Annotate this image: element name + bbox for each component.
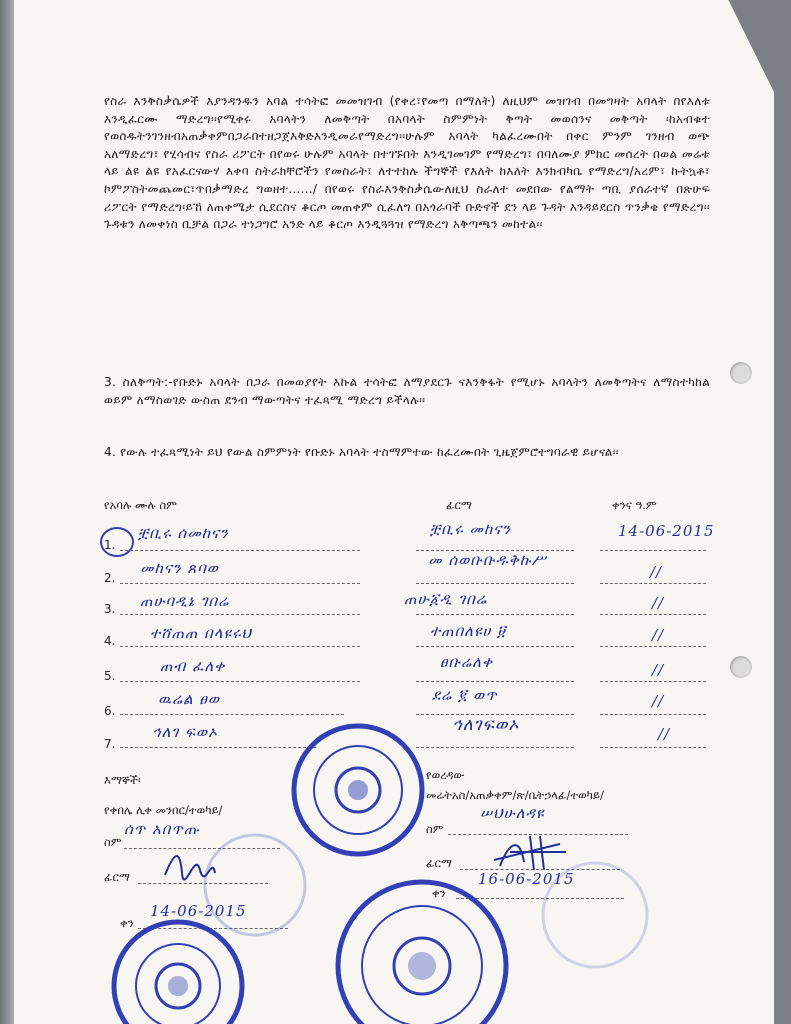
member-date: // xyxy=(652,661,665,679)
name-line xyxy=(120,681,360,682)
member-name: ጠብ ፈለቀ xyxy=(160,657,226,675)
member-name: ኅለገ ፍወኦ xyxy=(152,723,218,741)
row-number: 4. xyxy=(104,634,116,648)
member-row xyxy=(0,551,791,595)
member-signature: ቿቢሩ መከናን xyxy=(430,520,512,538)
row-number: 6. xyxy=(104,704,116,718)
name-line xyxy=(120,747,316,748)
name-line xyxy=(120,614,360,615)
office-date-label: ቀን xyxy=(432,886,446,900)
member-signature: ፀቡሬለቀ xyxy=(440,653,494,671)
date-line xyxy=(600,714,706,715)
header-date: ቀንና ዓ.ም xyxy=(612,498,657,512)
date-line xyxy=(600,614,706,615)
signature-line xyxy=(416,614,574,615)
receiver-date-label: ቀን xyxy=(120,916,134,930)
scan-edge-shadow xyxy=(0,0,14,1024)
faded-stamp-left xyxy=(200,830,310,940)
name-line xyxy=(120,583,360,584)
date-line xyxy=(600,747,706,748)
member-date: // xyxy=(652,626,665,644)
member-name: ዉሬል ፀወ xyxy=(158,690,221,708)
signature-line xyxy=(416,681,574,682)
receiver-name-label: ስም xyxy=(104,835,122,849)
date-line xyxy=(600,583,706,584)
row-number: 7. xyxy=(104,737,116,751)
member-date: // xyxy=(652,594,665,612)
row-number: 1. xyxy=(104,538,116,552)
name-line xyxy=(120,550,360,551)
member-row xyxy=(0,653,791,695)
member-date: 14-06-2015 xyxy=(618,522,715,540)
header-member-name: የአባሉ ሙሉ ስም xyxy=(104,498,177,512)
row-number: 5. xyxy=(104,669,116,683)
member-date: // xyxy=(658,725,671,743)
receiver-signature-label: ፊርማ xyxy=(104,870,130,884)
row-number: 3. xyxy=(104,602,116,616)
member-signature: ጠሁ፩ዲ ገበሬ xyxy=(404,590,487,608)
round-stamp-bottom xyxy=(332,878,512,1024)
paragraph-effective: 4. የውሉ ተፈጻሚነት ይህ የውል ስምምነት የቡድኑ አባላት ተስማምተው ከፈረሙበት ጊዜጀምሮተግባራዊ ይሆናል፡፡ xyxy=(104,445,619,459)
witnesses-label: እማኞች፡ xyxy=(104,773,141,787)
member-row xyxy=(0,520,791,560)
office-name: ሠህሁለዳዩ xyxy=(480,804,545,822)
office-label: የወረዳው xyxy=(426,768,465,782)
receiver-name: ሰጥ አበጥጡ xyxy=(124,820,200,838)
member-signature: ተጠበለዩሀ ፱ xyxy=(430,622,507,640)
member-name: መከናን ጸባወ xyxy=(140,559,219,577)
date-line xyxy=(600,681,706,682)
office-title: መሬትአስ/አጠቃቀም/ጽ/ቤትኃላፊ/ተወካይ/ xyxy=(426,788,604,802)
member-name: ቿቢሩ ሰመከናን xyxy=(138,524,229,542)
receiver-title: የቀበሌ ሊቀ መንበር/ተወካይ/ xyxy=(104,803,223,817)
signature-line xyxy=(416,646,574,647)
member-signature: መ ሰወቡቡዱቅኩሥ xyxy=(428,551,547,569)
member-signature: ኅለገፍወኦ xyxy=(452,715,520,735)
member-signature: ደሬ ፪ ወጥ xyxy=(432,686,498,704)
office-name-label: ስም xyxy=(426,822,444,836)
paragraph-penalty: 3. ስለቅጣት:-የቡድኑ አባላት በጋራ በመወያየት እኩል ተሳትፎ ለማያደርጉ ናእንቅፋት የሚሆኑ አባላትን ለመቅጣትና ለማስተካከል ወይም ለማስወገድ ውስጠ ደንብ ማውጣትና ተፈጻሚ ማድረግ ይችላሉ፡፡ xyxy=(104,375,710,407)
signature-line xyxy=(416,583,574,584)
signature-line xyxy=(416,747,574,748)
receiver-date: 14-06-2015 xyxy=(150,902,247,920)
member-row xyxy=(0,622,791,660)
member-date: // xyxy=(652,692,665,710)
name-line xyxy=(120,714,344,715)
name-line xyxy=(120,646,360,647)
date-line xyxy=(600,550,706,551)
date-line xyxy=(600,646,706,647)
member-name: ጠሁባዲኔ ገበሬ xyxy=(140,592,230,610)
office-signature-label: ፊርማ xyxy=(426,856,452,870)
faded-stamp-right xyxy=(540,850,650,980)
member-name: ተሸጠጠ በላዩሩህ xyxy=(150,624,253,642)
member-row xyxy=(0,590,791,628)
paragraph-duties: የስራ እንቅስቃሴዎች እያንዳንዱን አባል ተሳትፎ መመዝገብ (የቀረ፣የመጣ በማለት) ለዚህም መዝገብ በመግዛት አባላት በየእለቱ እንዲፈርሙ ማድረግ፡፡የሚቀሩ አባላትን ለመቅጣት በአባላት ስምምነት ቅጣት መወሰንና መቅጣት ፡ከአብቁተ የወሰዱትንገንዘብአጠቃቀምበጋራበተዘጋጀእቅድእንዲመራየማድረግ፡፡ሁሉም አባላት ካልፈረሙበት በቀር ምንም ገንዘብ ወጭ አለማድረግ፣ የሂሳብና የስራ ሪፖርት በየወሩ ሁሉም አባላት በተገኙበት እንዲገመገም የማድረግ፣ በባለሙያ ምክር መሰረት በወል መሬቱ ላይ ልዩ ልዩ የአፈርናውሃ እቀባ ስትራክቸሮችን የመስራት፣ ለተተከሉ ችግኞች የእለት ከእለት እንክብካቤ የማድረግ/አረም፣ ኩትኳቶ፣ ኮምፖስትመጨመር፣ጥበቃማድረ ግወዘተ……/ በየወሩ የስራእንቅስቃሴውለዚህ ስራለተ መደበው የልማት ጣቢ ያሰራተኛ በጽሁፍ ሪፖርት የማድረግ፡ይኸ ለጠቀሜታ ሲደርስና ቆርጦ መጠቀም ሲፈለግ በአጎራባች ቡድኖች ደን ላይ ጉዳት እንዳይደርስ ጥንቃቄ የማድረግ፡፡ ጉዳቱን ለመቀነስ ቢቻል በጋራ ተነጋግሮ አንድ ላይ ቆርጦ እንዲጓጓዝ የማድረግ አቅጣጫን መከተል፡፡ xyxy=(104,94,710,232)
punch-hole-top xyxy=(730,362,752,384)
member-date: // xyxy=(650,563,663,581)
header-signature: ፊርማ xyxy=(446,498,472,512)
row-number: 2. xyxy=(104,571,116,585)
office-date: 16-06-2015 xyxy=(478,870,575,888)
